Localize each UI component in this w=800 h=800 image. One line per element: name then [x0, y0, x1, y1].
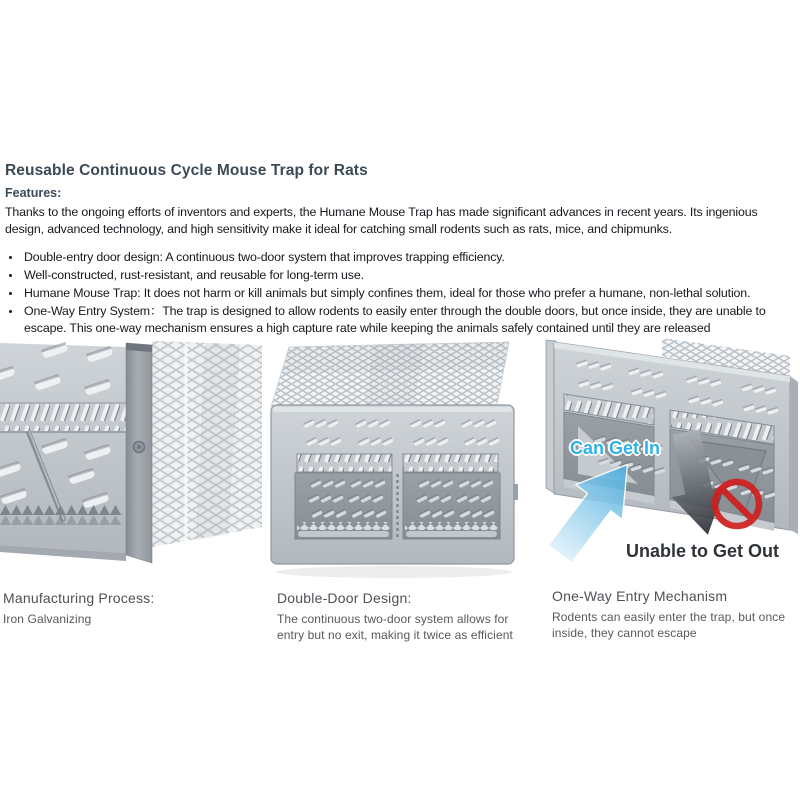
- left-door-opening: [295, 473, 392, 539]
- can-get-in-label: Can Get In: [570, 438, 661, 458]
- caption-title: Double-Door Design:: [277, 590, 412, 606]
- feature-bullet-3: • Humane Mouse Trap: It does not harm or kill animals but simply confines them, ideal for those who prefer a humane, non-lethal solution.: [22, 285, 800, 302]
- caption-double-door: [277, 590, 529, 643]
- caption-text: Iron Galvanizing: [3, 612, 92, 626]
- caption-text: Rodents can easily enter the trap, but once inside, they cannot escape: [552, 610, 786, 640]
- perforated-front-panel: [0, 342, 126, 561]
- unable-to-get-out-label: Unable to Get Out: [626, 541, 779, 561]
- caption-title: One-Way Entry Mechanism: [552, 588, 728, 604]
- corner-frame-bar: [126, 343, 152, 563]
- caption-one-way: [552, 588, 800, 641]
- caption-title: Manufacturing Process:: [3, 590, 155, 606]
- photo-trap-one-way-mechanism: [542, 332, 800, 582]
- feature-bullet-list: [8, 249, 800, 338]
- right-post: [790, 376, 798, 534]
- mesh-side-panel: [152, 341, 262, 547]
- shadow: [276, 566, 512, 578]
- mesh-top: [271, 342, 509, 407]
- caption-manufacturing: [3, 590, 255, 627]
- feature-bullet-4: • One-Way Entry System：The trap is designed to allow rodents to easily enter through the double doors, but once inside, they are unable to escape. This one-way mechanism ensures a high capture rate while keeping the animals safely contained until they are released: [22, 303, 800, 337]
- photo-trap-front-view: [264, 332, 522, 584]
- right-door-opening: [403, 473, 500, 539]
- page-title: Reusable Continuous Cycle Mouse Trap for Rats: [5, 162, 368, 179]
- features-label: Features:: [5, 186, 62, 200]
- feature-bullet-1: • Double-entry door design: A continuous two-door system that improves trapping efficiency.: [22, 249, 800, 266]
- caption-text: The continuous two-door system allows for entry but no exit, making it twice as efficient: [277, 612, 513, 642]
- feature-bullet-2: • Well-constructed, rust-resistant, and reusable for long-term use.: [22, 267, 800, 284]
- intro-paragraph: Thanks to the ongoing efforts of inventors and experts, the Humane Mouse Trap has made significant advances in recent years. Its ingenious design, advanced technology, and high sensitivity make it ideal for catching small rodents such as rats, mice, and chipmunks.: [5, 205, 758, 236]
- photo-trap-corner-closeup: [0, 335, 262, 583]
- hinge-tab: [513, 484, 518, 500]
